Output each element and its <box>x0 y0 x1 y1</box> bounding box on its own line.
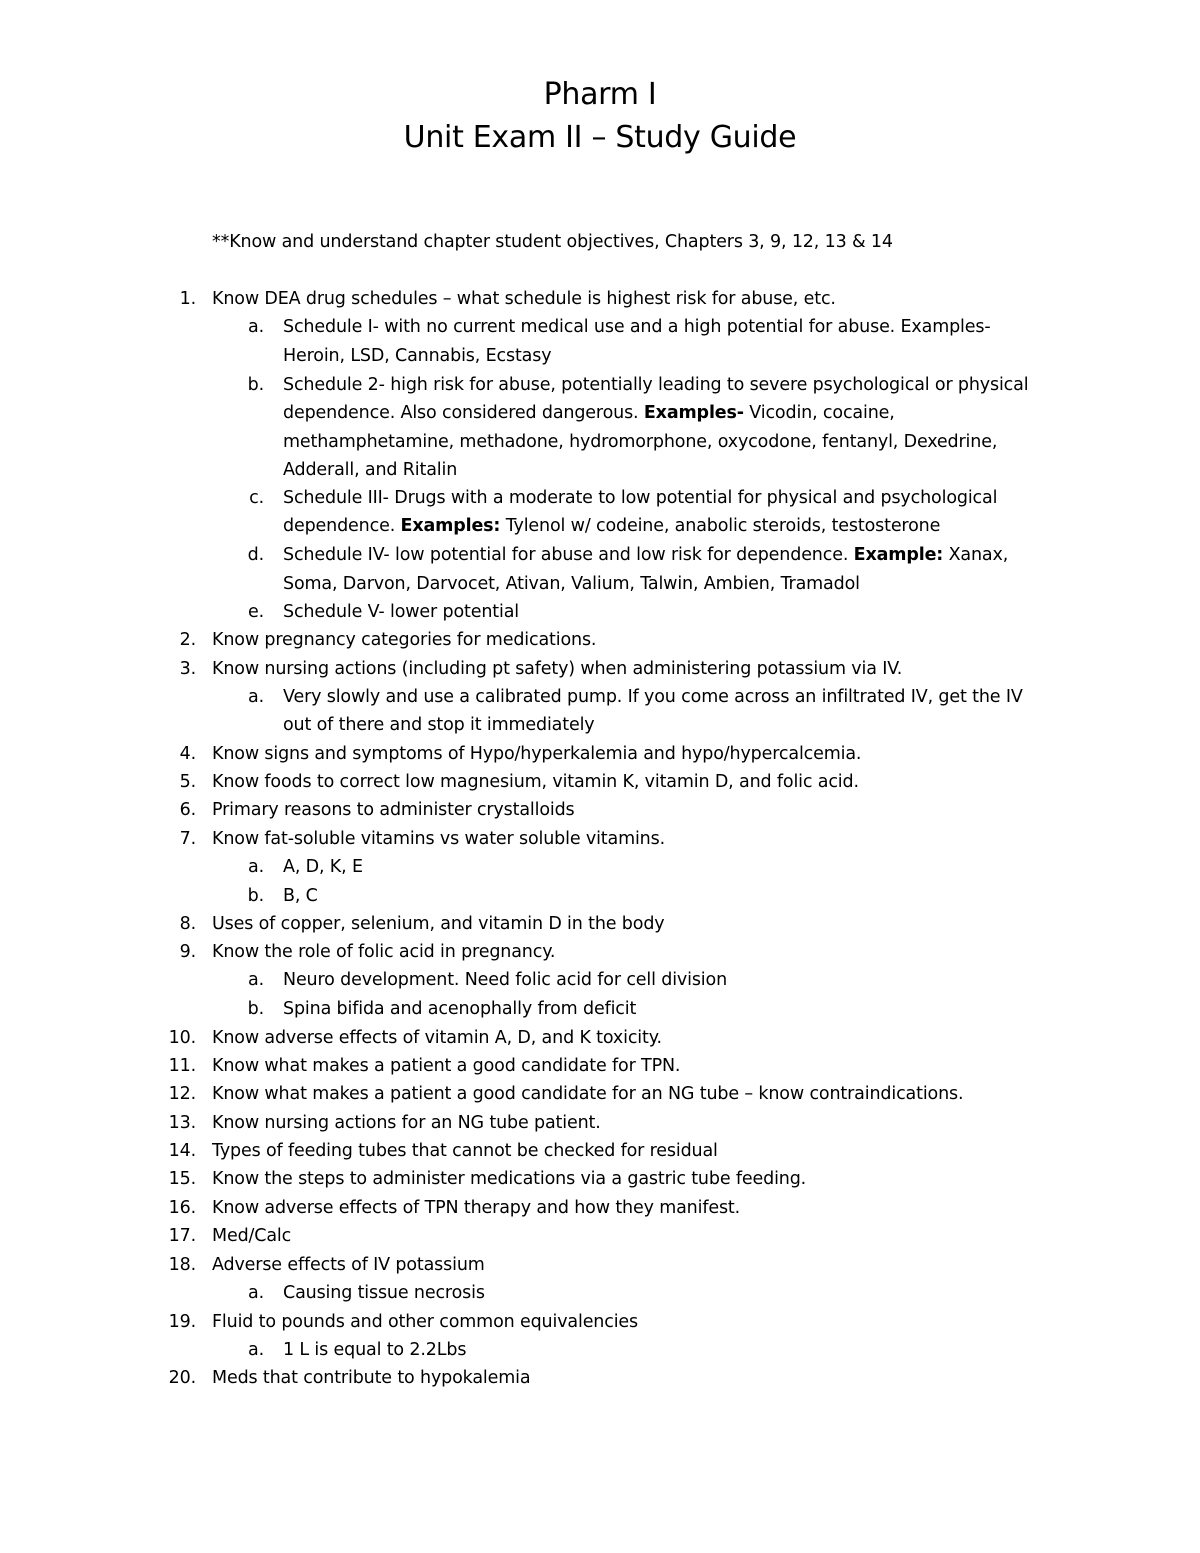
item-text <box>283 402 895 424</box>
item-number: 5. <box>179 772 196 792</box>
item-text-post: Tylenol w/ codeine, anabolic steroids, testosterone <box>500 516 941 536</box>
item-letter: a. <box>248 1283 264 1303</box>
item-number: 9. <box>179 942 196 962</box>
item-text: Know what makes a patient a good candidate for TPN. <box>212 1056 681 1076</box>
item-text: Schedule III- Drugs with a moderate to low potential for physical and psychological <box>283 488 998 508</box>
item-text: Know the role of folic acid in pregnancy. <box>212 942 556 962</box>
item-text: Soma, Darvon, Darvocet, Ativan, Valium, Talwin, Ambien, Tramadol <box>283 574 860 594</box>
item-text-post: Vicodin, cocaine, <box>743 403 895 423</box>
item-text: methamphetamine, methadone, hydromorphone, oxycodone, fentanyl, Dexedrine, <box>283 432 998 452</box>
item-text: Adverse effects of IV potassium <box>212 1255 485 1275</box>
item-text: Know foods to correct low magnesium, vitamin K, vitamin D, and folic acid. <box>212 772 859 792</box>
item-number: 4. <box>179 744 196 764</box>
item-number: 12. <box>168 1084 196 1104</box>
item-text: out of there and stop it immediately <box>283 715 595 735</box>
item-text: Uses of copper, selenium, and vitamin D in the body <box>212 914 665 934</box>
item-text-pre: dependence. Also considered dangerous. <box>283 403 644 423</box>
item-text: Meds that contribute to hypokalemia <box>212 1368 531 1388</box>
item-text: Heroin, LSD, Cannabis, Ecstasy <box>283 346 552 366</box>
item-number: 1. <box>179 289 196 309</box>
item-text: Spina bifida and acenophally from deficit <box>283 999 637 1019</box>
item-text-post: Xanax, <box>943 545 1009 565</box>
item-text: Causing tissue necrosis <box>283 1283 485 1303</box>
intro-note: **Know and understand chapter student objectives, Chapters 3, 9, 12, 13 & 14 <box>212 232 893 252</box>
item-number: 14. <box>168 1141 196 1161</box>
item-text: Know nursing actions for an NG tube patient. <box>212 1113 601 1133</box>
item-text: Know the steps to administer medications via a gastric tube feeding. <box>212 1169 807 1189</box>
item-text-bold: Examples- <box>643 403 744 423</box>
item-letter: e. <box>247 602 264 622</box>
document-subtitle: Unit Exam II – Study Guide <box>403 120 797 155</box>
item-text: 1 L is equal to 2.2Lbs <box>283 1340 467 1360</box>
item-text <box>283 515 940 537</box>
item-text: Know nursing actions (including pt safety) when administering potassium via IV. <box>212 659 903 679</box>
item-number: 17. <box>168 1226 196 1246</box>
item-number: 20. <box>168 1368 196 1388</box>
item-number: 7. <box>179 829 196 849</box>
item-text-bold: Example: <box>853 545 944 565</box>
item-number: 11. <box>168 1056 196 1076</box>
item-text-bold: Examples: <box>400 516 501 536</box>
item-letter: b. <box>247 375 264 395</box>
item-letter: c. <box>249 488 264 508</box>
item-number: 8. <box>179 914 196 934</box>
item-text: Schedule I- with no current medical use and a high potential for abuse. Examples- <box>283 317 991 337</box>
item-text: Know what makes a patient a good candidate for an NG tube – know contraindications. <box>212 1084 964 1104</box>
item-text: Schedule V- lower potential <box>283 602 520 622</box>
item-text: Med/Calc <box>212 1226 292 1246</box>
item-text: Know pregnancy categories for medications. <box>212 630 597 650</box>
item-letter: a. <box>248 687 264 707</box>
item-text: Know fat-soluble vitamins vs water soluble vitamins. <box>212 829 665 849</box>
document-title: Pharm I <box>543 77 657 112</box>
item-number: 10. <box>168 1028 196 1048</box>
item-text: Types of feeding tubes that cannot be checked for residual <box>212 1141 718 1161</box>
item-letter: a. <box>248 317 264 337</box>
item-text: Fluid to pounds and other common equivalencies <box>212 1312 639 1332</box>
item-text: Neuro development. Need folic acid for cell division <box>283 970 728 990</box>
item-text: Schedule 2- high risk for abuse, potentially leading to severe psychological or physical <box>283 375 1029 395</box>
item-number: 18. <box>168 1255 196 1275</box>
item-number: 3. <box>179 659 196 679</box>
item-letter: d. <box>247 545 264 565</box>
item-letter: b. <box>247 886 264 906</box>
item-text-pre: dependence. <box>283 516 401 536</box>
item-number: 19. <box>168 1312 196 1332</box>
item-number: 15. <box>168 1169 196 1189</box>
item-text: Primary reasons to administer crystalloids <box>212 800 575 820</box>
item-text: A, D, K, E <box>283 857 363 877</box>
item-text: Know adverse effects of TPN therapy and how they manifest. <box>212 1198 741 1218</box>
item-letter: b. <box>247 999 264 1019</box>
item-number: 13. <box>168 1113 196 1133</box>
item-text: Know DEA drug schedules – what schedule is highest risk for abuse, etc. <box>212 289 836 309</box>
item-letter: a. <box>248 857 264 877</box>
item-number: 6. <box>179 800 196 820</box>
item-text: Know adverse effects of vitamin A, D, and K toxicity. <box>212 1028 662 1048</box>
item-number: 2. <box>179 630 196 650</box>
item-text-pre: Schedule IV- low potential for abuse and low risk for dependence. <box>283 545 854 565</box>
item-letter: a. <box>248 1340 264 1360</box>
item-text <box>283 544 1008 566</box>
item-text: Know signs and symptoms of Hypo/hyperkalemia and hypo/hypercalcemia. <box>212 744 862 764</box>
item-text: Adderall, and Ritalin <box>283 460 458 480</box>
item-text: B, C <box>283 886 318 906</box>
item-text: Very slowly and use a calibrated pump. If you come across an infiltrated IV, get the IV <box>283 687 1023 707</box>
item-number: 16. <box>168 1198 196 1218</box>
item-letter: a. <box>248 970 264 990</box>
